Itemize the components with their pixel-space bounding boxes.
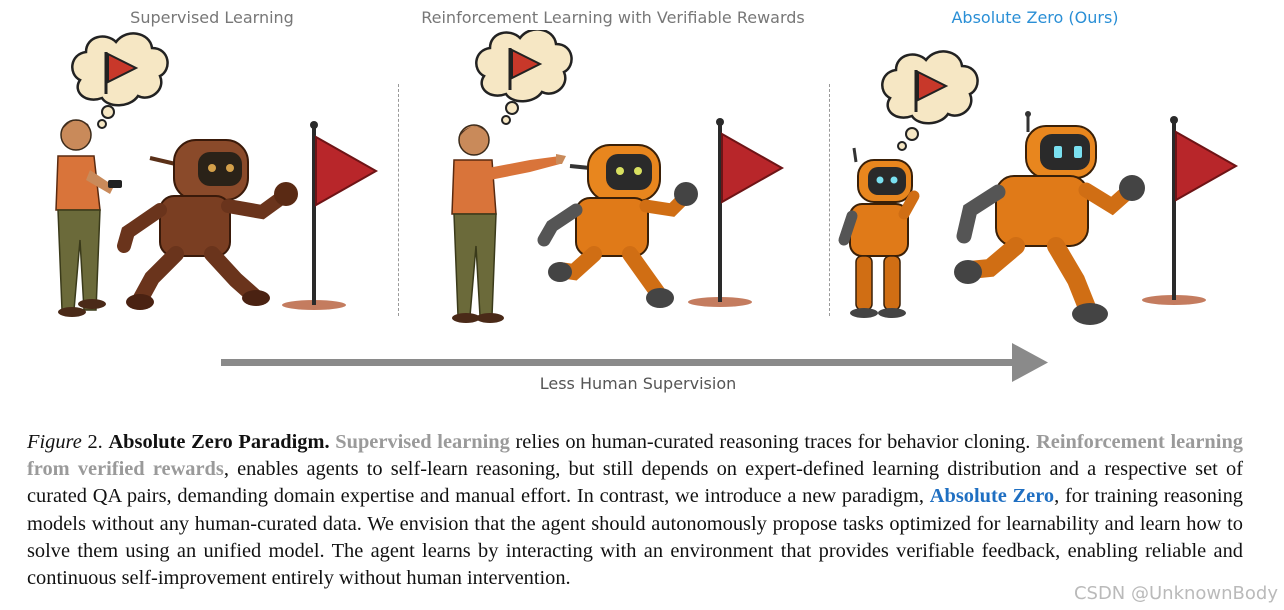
figure-caption [27,429,1243,592]
orange-robot-icon [544,145,698,308]
thinking-robot-icon [844,148,914,318]
arrow-label: Less Human Supervision [539,374,737,393]
thought-bubble-icon [882,51,977,150]
paradigm-illustration [0,30,1284,400]
term-rlvr: Reinforcement learning from verified rewards [27,431,1243,481]
human-operator-icon [56,120,122,317]
goal-flag-icon [282,121,376,310]
figure-number: 2. [81,431,109,453]
running-robot-icon [954,111,1145,325]
panel-title-supervised: Supervised Learning [130,8,294,27]
caption-text: , for training reasoning models without any human-curated data. We envision that the agent should autonomously propose tasks optimized for learnability and learn how to solve them using an unified model. The agent learns by interacting with an environment that provides verifiable feedback, enabling reliable and continuous self-improvement entirely without human intervention. [27,485,1243,590]
caption-text: , enables agents to self-learn reasoning, but still depends on expert-defined learning distribution and a respective set of curated QA pairs, demanding domain expertise and manual effort. In contrast, we introduce a new paradigm, [27,458,1243,508]
panel-title-absolute-zero: Absolute Zero (Ours) [951,8,1119,27]
caption-title: Absolute Zero Paradigm. [108,431,330,453]
goal-flag-icon [688,118,782,307]
term-supervised-learning: Supervised learning [335,431,510,453]
figure-label: Figure [27,431,82,453]
goal-flag-icon [1142,116,1236,305]
term-absolute-zero: Absolute Zero [929,485,1055,508]
watermark: CSDN @UnknownBody [1073,583,1278,604]
thought-bubble-icon [476,30,571,124]
panel-title-rlvr: Reinforcement Learning with Verifiable Rewards [421,8,805,27]
caption-text: relies on human-curated reasoning traces for behavior cloning. [509,431,1037,453]
thought-bubble-icon [72,33,167,128]
rusty-robot-icon [124,140,298,310]
